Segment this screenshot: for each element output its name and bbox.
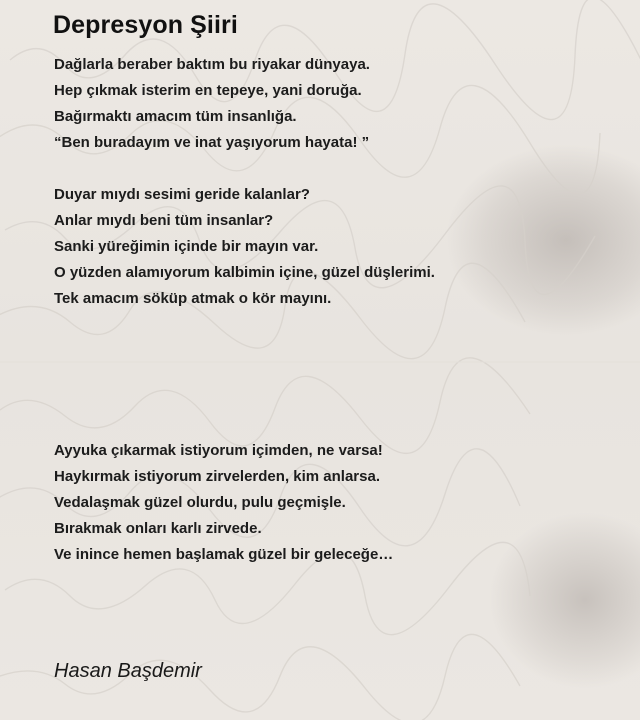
poem-line: Bağırmaktı amacım tüm insanlığa. [54, 108, 297, 125]
poem-line: Sanki yüreğimin içinde bir mayın var. [54, 238, 319, 255]
poem-title: Depresyon Şiiri [53, 11, 238, 39]
poem-line: Duyar mıydı sesimi geride kalanlar? [54, 186, 310, 203]
poem-line: Bırakmak onları karlı zirvede. [54, 520, 262, 537]
stanza-2 [54, 182, 435, 312]
stanza-1 [54, 52, 370, 156]
poem-line: Hep çıkmak isterim en tepeye, yani doruğa. [54, 82, 362, 99]
poem-line: Tek amacım söküp atmak o kör mayını. [54, 290, 332, 307]
poem-line: “Ben buradayım ve inat yaşıyorum hayata! ” [54, 134, 370, 151]
stanza-3 [54, 438, 393, 568]
poem-line: Ayyuka çıkarmak istiyorum içimden, ne varsa! [54, 442, 383, 459]
poem-author: Hasan Başdemir [54, 660, 202, 682]
poem-line: Anlar mıydı beni tüm insanlar? [54, 212, 274, 229]
poem-line: Haykırmak istiyorum zirvelerden, kim anlarsa. [54, 468, 380, 485]
poem-line: Dağlarla beraber baktım bu riyakar dünyaya. [54, 56, 370, 73]
poem-line: Vedalaşmak güzel olurdu, pulu geçmişle. [54, 494, 346, 511]
poem-line: Ve inince hemen başlamak güzel bir geleceğe… [54, 546, 394, 563]
poem-line: O yüzden alamıyorum kalbimin içine, güzel düşlerimi. [54, 264, 435, 281]
